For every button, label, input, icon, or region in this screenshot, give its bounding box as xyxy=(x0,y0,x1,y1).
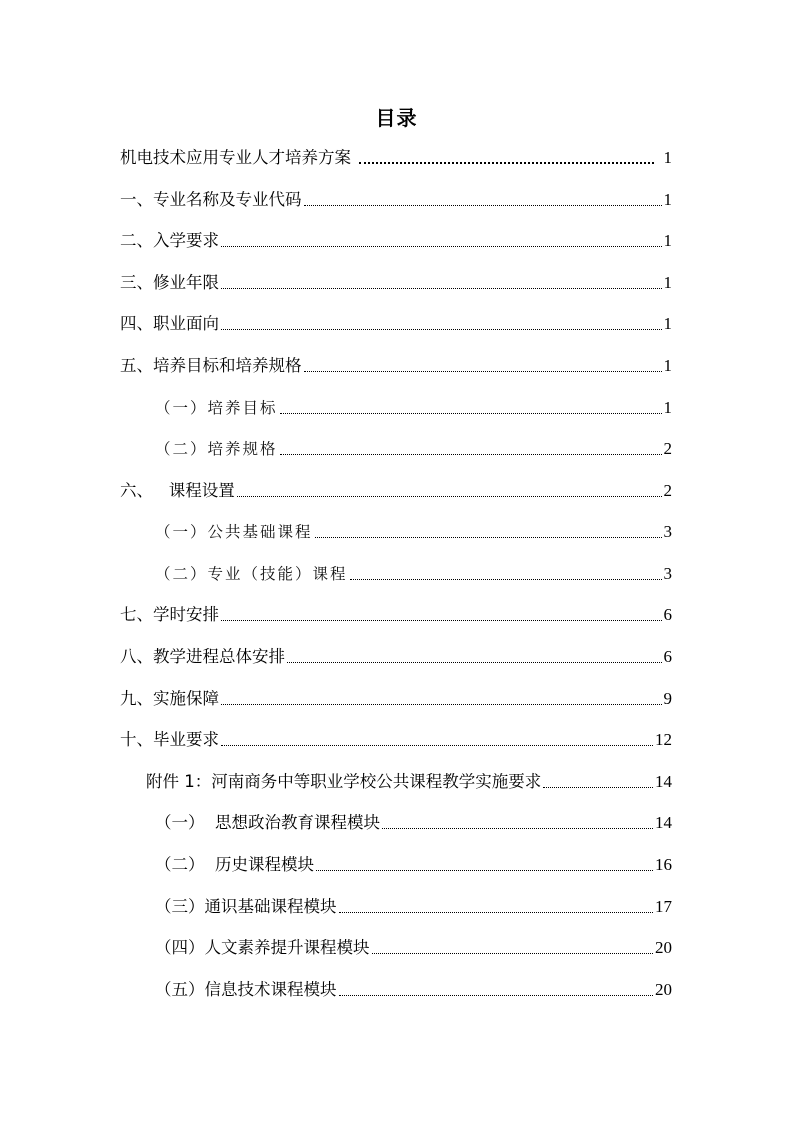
toc-entry-page: 1 xyxy=(663,398,672,417)
toc-entry[interactable] xyxy=(155,396,672,420)
toc-entry-page: 20 xyxy=(655,938,672,957)
toc-entry-text: 二、入学要求 xyxy=(120,231,219,250)
toc-leader-dots xyxy=(221,287,662,289)
toc-entry[interactable] xyxy=(120,271,672,295)
toc-entry-text: 五、培养目标和培养规格 xyxy=(120,356,302,375)
toc-entry-page: 9 xyxy=(663,689,672,708)
toc-leader-dots xyxy=(372,952,654,954)
toc-entry-text: （五）信息技术课程模块 xyxy=(155,980,337,999)
toc-entry-text: 八、教学进程总体安排 xyxy=(120,647,285,666)
toc-entry-page: 1 xyxy=(663,356,672,375)
toc-entry-text: （一）培养目标 xyxy=(155,399,278,417)
toc-leader-dots xyxy=(221,744,653,746)
toc-entry-text: 三、修业年限 xyxy=(120,273,219,292)
toc-entry-text: （一）公共基础课程 xyxy=(155,523,313,541)
toc-leader-dots xyxy=(304,204,662,206)
toc-leader-dots xyxy=(382,827,653,829)
toc-leader-dots xyxy=(221,703,662,705)
toc-entry-text: 六、 课程设置 xyxy=(120,481,235,500)
toc-entry[interactable] xyxy=(120,687,672,711)
toc-entry[interactable] xyxy=(120,603,672,627)
toc-entry-page: 16 xyxy=(655,855,672,874)
toc-entry-text: 机电技术应用专业人才培养方案 xyxy=(120,148,351,167)
toc-entry-page: 20 xyxy=(655,980,672,999)
toc-leader-dots xyxy=(237,495,662,497)
toc-leader-dots xyxy=(315,536,662,538)
toc-leader-dots xyxy=(221,245,662,247)
toc-leader-dots xyxy=(304,370,662,372)
toc-entry[interactable] xyxy=(155,811,672,835)
toc-entry-page: 14 xyxy=(655,813,672,832)
toc-entry-page: 3 xyxy=(663,522,672,541)
toc-entry-page: 3 xyxy=(663,564,672,583)
toc-entry-text: 一、专业名称及专业代码 xyxy=(120,190,302,209)
toc-entry-text: （四）人文素养提升课程模块 xyxy=(155,938,370,957)
toc-entry-page: 2 xyxy=(663,481,672,500)
toc-entry[interactable] xyxy=(120,645,672,669)
page-title: 目录 xyxy=(375,106,418,130)
toc-leader-dots xyxy=(316,869,653,871)
toc-entry[interactable] xyxy=(155,437,672,461)
toc-entry-page: 2 xyxy=(663,439,672,458)
toc-entry-text: 十、毕业要求 xyxy=(120,730,219,749)
toc-entry-text: （二）培养规格 xyxy=(155,440,278,458)
toc-leader-dots xyxy=(280,412,662,414)
toc-entry-text: 七、学时安排 xyxy=(120,605,219,624)
toc-leader-dots xyxy=(359,161,654,164)
toc-entry[interactable] xyxy=(120,312,672,336)
toc-leader-dots xyxy=(280,453,662,455)
toc-entry[interactable] xyxy=(155,936,672,960)
toc-entry[interactable] xyxy=(155,520,672,544)
toc-entry[interactable] xyxy=(120,354,672,378)
toc-leader-dots xyxy=(339,911,654,913)
toc-entry[interactable] xyxy=(120,229,672,253)
toc-entry[interactable] xyxy=(155,853,672,877)
toc-entry-page: 1 xyxy=(663,148,672,167)
toc-leader-dots xyxy=(350,578,662,580)
toc-entry-page: 1 xyxy=(663,190,672,209)
toc-leader-dots xyxy=(543,786,653,788)
toc-leader-dots xyxy=(221,619,662,621)
toc-entry[interactable] xyxy=(155,895,672,919)
toc-leader-dots xyxy=(339,994,654,996)
toc-entry-text: （二）专业（技能）课程 xyxy=(155,565,348,583)
toc-entry-page: 1 xyxy=(663,231,672,250)
toc-entry-text: （一） 思想政治教育课程模块 xyxy=(155,813,380,832)
toc-leader-dots xyxy=(221,328,662,330)
toc-entry-page: 1 xyxy=(663,314,672,333)
toc-entry-page: 12 xyxy=(655,730,672,749)
toc-entry-page: 6 xyxy=(663,605,672,624)
toc-entry-text: （二） 历史课程模块 xyxy=(155,855,314,874)
toc-entry-text: 四、职业面向 xyxy=(120,314,219,333)
toc-entry-text: （三）通识基础课程模块 xyxy=(155,897,337,916)
toc-entry-page: 17 xyxy=(655,897,672,916)
toc-entry[interactable] xyxy=(120,146,672,170)
toc-entry[interactable] xyxy=(120,479,672,503)
toc-entry-text: 附件 1：河南商务中等职业学校公共课程教学实施要求 xyxy=(146,772,542,791)
toc-leader-dots xyxy=(287,661,662,663)
toc-entry-page: 14 xyxy=(655,772,672,791)
toc-entry-page: 1 xyxy=(663,273,672,292)
toc-entry[interactable] xyxy=(146,770,672,794)
toc-entry[interactable] xyxy=(120,188,672,212)
toc-entry[interactable] xyxy=(120,728,672,752)
toc-entry-text: 九、实施保障 xyxy=(120,689,219,708)
toc-entry-page: 6 xyxy=(663,647,672,666)
toc-entry[interactable] xyxy=(155,978,672,1002)
toc-entry[interactable] xyxy=(155,562,672,586)
